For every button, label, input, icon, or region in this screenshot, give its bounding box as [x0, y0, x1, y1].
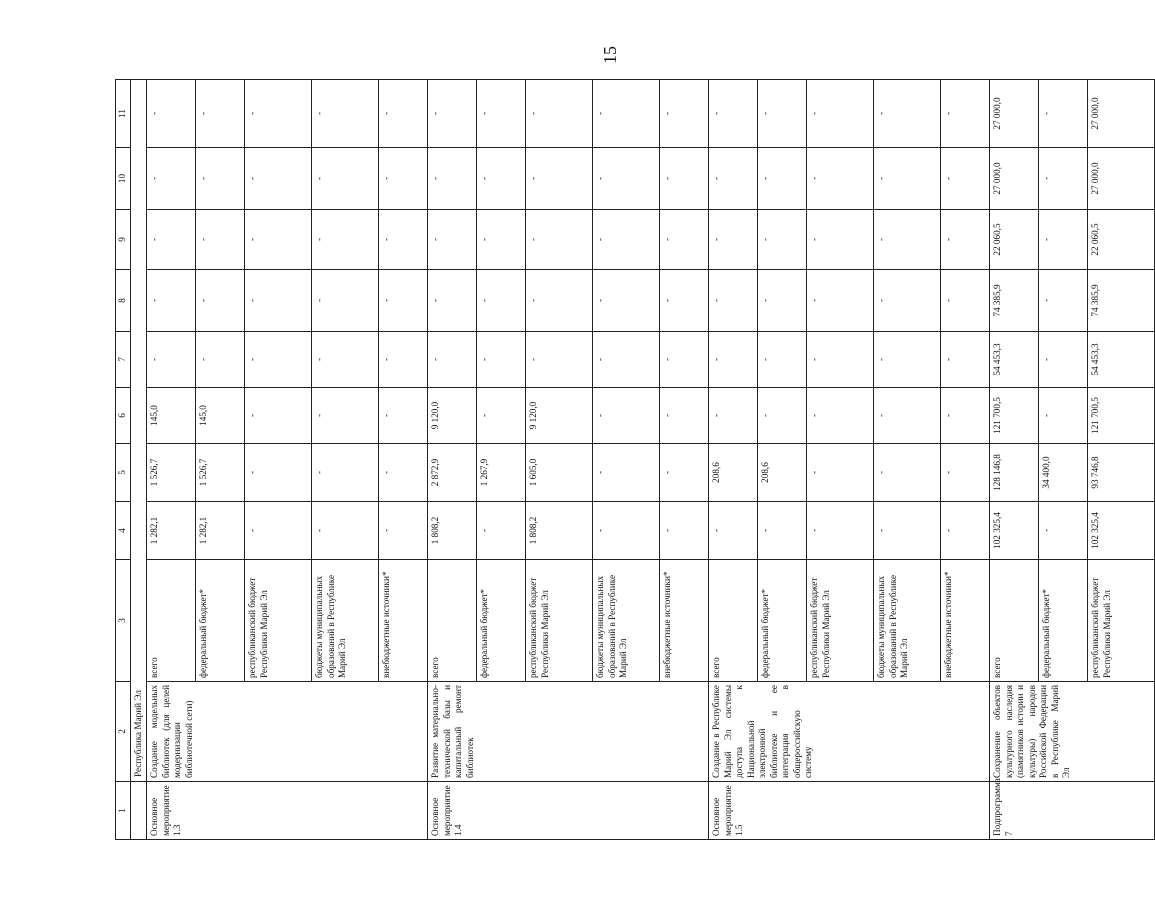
value-cell: - [709, 210, 758, 270]
measure-title: Сохранение объектов культурного наследия (памятников истории и культуры) народов Российской Федерации в Республике Марий Эл [990, 682, 1155, 782]
value-cell: - [593, 270, 660, 332]
funding-source: республиканский бюджет Республики Марий Эл [807, 560, 874, 682]
col-header-9: 9 [116, 210, 131, 270]
funding-source: бюджеты муниципальных образований в Республике Марий Эл [593, 560, 660, 682]
funding-source: всего [990, 560, 1039, 682]
col-header-3: 3 [116, 560, 131, 682]
value-cell: - [526, 332, 593, 388]
value-cell: 9 120,0 [526, 388, 593, 444]
value-cell: - [1039, 332, 1088, 388]
value-cell: - [807, 388, 874, 444]
value-cell: - [477, 210, 526, 270]
value-cell: - [758, 270, 807, 332]
value-cell: - [660, 210, 709, 270]
funding-source: внебюджетные источники* [941, 560, 990, 682]
value-cell: - [245, 210, 312, 270]
value-cell: - [196, 270, 245, 332]
value-cell: - [593, 502, 660, 560]
value-cell: - [147, 270, 196, 332]
value-cell: 1 282,1 [147, 502, 196, 560]
funding-source: внебюджетные источники* [660, 560, 709, 682]
value-cell: - [196, 80, 245, 148]
page-number: 15 [600, 46, 620, 64]
funding-source: республиканский бюджет Республики Марий Эл [245, 560, 312, 682]
value-cell: - [147, 210, 196, 270]
col-header-10: 10 [116, 148, 131, 210]
value-cell: - [660, 80, 709, 148]
value-cell: - [147, 332, 196, 388]
value-cell: 93 746,8 [1088, 444, 1155, 502]
value-cell: - [874, 502, 941, 560]
value-cell: - [312, 444, 379, 502]
col-header-4: 4 [116, 502, 131, 560]
funding-source: федеральный бюджет* [477, 560, 526, 682]
value-cell: - [758, 80, 807, 148]
value-cell: - [874, 210, 941, 270]
value-cell: - [245, 270, 312, 332]
section-heading: Республика Марий Эл [130, 80, 147, 782]
value-cell: 1 808,2 [428, 502, 477, 560]
value-cell: - [312, 502, 379, 560]
value-cell: 54 453,3 [1088, 332, 1155, 388]
measure-title: Создание в Республике Марий Эл системы доступа к Национальной электронной библиотеке и ее интеграция в общероссийскую систему [709, 682, 990, 782]
value-cell: - [526, 210, 593, 270]
value-cell: 1 282,1 [196, 502, 245, 560]
value-cell: 1 267,9 [477, 444, 526, 502]
value-cell: - [1039, 502, 1088, 560]
value-cell: - [196, 332, 245, 388]
value-cell: - [1039, 270, 1088, 332]
value-cell: - [147, 80, 196, 148]
funding-source: федеральный бюджет* [196, 560, 245, 682]
value-cell: 208,6 [709, 444, 758, 502]
measure-title: Развитие материально-технической базы и капитальный ремонт библиотек [428, 682, 709, 782]
value-cell: - [312, 388, 379, 444]
value-cell: - [428, 80, 477, 148]
value-cell: - [758, 388, 807, 444]
value-cell: 102 325,4 [1088, 502, 1155, 560]
funding-source: бюджеты муниципальных образований в Республике Марий Эл [874, 560, 941, 682]
value-cell: - [312, 210, 379, 270]
funding-source: республиканский бюджет Республики Марий Эл [526, 560, 593, 682]
funding-source: федеральный бюджет* [1039, 560, 1088, 682]
value-cell: - [477, 270, 526, 332]
value-cell: 1 605,0 [526, 444, 593, 502]
table-row [428, 80, 477, 840]
col-header-6: 6 [116, 388, 131, 444]
funding-source: всего [709, 560, 758, 682]
value-cell: - [379, 388, 428, 444]
value-cell: - [709, 148, 758, 210]
value-cell: - [874, 444, 941, 502]
funding-source: республиканский бюджет Республики Марий Эл [1088, 560, 1155, 682]
value-cell: 74 385,9 [990, 270, 1039, 332]
value-cell: - [709, 270, 758, 332]
value-cell: - [477, 80, 526, 148]
value-cell: - [428, 210, 477, 270]
value-cell: - [660, 502, 709, 560]
value-cell: 22 060,5 [1088, 210, 1155, 270]
value-cell: - [709, 388, 758, 444]
value-cell: - [807, 444, 874, 502]
value-cell: 128 146,8 [990, 444, 1039, 502]
value-cell: 145,0 [196, 388, 245, 444]
value-cell: - [758, 148, 807, 210]
value-cell: 27 000,0 [1088, 148, 1155, 210]
value-cell: 208,6 [758, 444, 807, 502]
value-cell: - [593, 210, 660, 270]
section-heading-row [130, 80, 147, 840]
value-cell: 74 385,9 [1088, 270, 1155, 332]
col-header-2: 2 [116, 682, 131, 782]
value-cell: - [477, 148, 526, 210]
value-cell: - [245, 444, 312, 502]
value-cell: - [379, 444, 428, 502]
value-cell: - [477, 502, 526, 560]
value-cell: 1 526,7 [147, 444, 196, 502]
value-cell: - [941, 502, 990, 560]
value-cell: 27 000,0 [990, 80, 1039, 148]
rotated-page-content [115, 80, 1112, 840]
col-header-7: 7 [116, 332, 131, 388]
value-cell: - [593, 148, 660, 210]
value-cell: - [196, 148, 245, 210]
value-cell: 102 325,4 [990, 502, 1039, 560]
value-cell: - [758, 210, 807, 270]
value-cell: - [1039, 80, 1088, 148]
value-cell: - [379, 270, 428, 332]
value-cell: - [526, 80, 593, 148]
value-cell: 145,0 [147, 388, 196, 444]
value-cell: - [941, 210, 990, 270]
value-cell: - [379, 80, 428, 148]
value-cell: 54 453,3 [990, 332, 1039, 388]
value-cell: - [709, 332, 758, 388]
col-header-1: 1 [116, 782, 131, 840]
col-header-11: 11 [116, 80, 131, 148]
value-cell: - [1039, 148, 1088, 210]
value-cell: - [941, 270, 990, 332]
value-cell: - [758, 332, 807, 388]
value-cell: - [874, 80, 941, 148]
value-cell: - [593, 388, 660, 444]
value-cell: 1 808,2 [526, 502, 593, 560]
value-cell: - [941, 148, 990, 210]
value-cell: - [1039, 210, 1088, 270]
table-row [709, 80, 758, 840]
value-cell: 27 000,0 [1088, 80, 1155, 148]
measure-title: Создание модельных библиотек (для целей модернизации библиотечной сети) [147, 682, 428, 782]
value-cell: - [660, 444, 709, 502]
value-cell: - [807, 502, 874, 560]
value-cell: - [379, 332, 428, 388]
value-cell: 27 000,0 [990, 148, 1039, 210]
col-header-8: 8 [116, 270, 131, 332]
measure-code: Основное мероприятие 1.5 [709, 782, 990, 840]
value-cell: - [941, 388, 990, 444]
value-cell: - [660, 270, 709, 332]
value-cell: - [312, 270, 379, 332]
value-cell: - [874, 332, 941, 388]
funding-source: бюджеты муниципальных образований в Республике Марий Эл [312, 560, 379, 682]
value-cell: - [807, 332, 874, 388]
funding-source: федеральный бюджет* [758, 560, 807, 682]
financing-table [115, 79, 1155, 840]
value-cell: 1 526,7 [196, 444, 245, 502]
value-cell: 9 120,0 [428, 388, 477, 444]
value-cell: - [477, 332, 526, 388]
value-cell: 34 400,0 [1039, 444, 1088, 502]
value-cell: - [807, 210, 874, 270]
value-cell: - [526, 270, 593, 332]
measure-code: Основное мероприятие 1.3 [147, 782, 428, 840]
value-cell: - [379, 502, 428, 560]
value-cell: - [147, 148, 196, 210]
column-number-row [116, 80, 131, 840]
value-cell: 121 700,5 [1088, 388, 1155, 444]
value-cell: - [312, 332, 379, 388]
value-cell: - [245, 502, 312, 560]
value-cell: - [1039, 388, 1088, 444]
value-cell: - [477, 388, 526, 444]
value-cell: - [593, 80, 660, 148]
value-cell: - [379, 148, 428, 210]
value-cell: - [941, 80, 990, 148]
measure-code: Основное мероприятие 1.4 [428, 782, 709, 840]
col-header-5: 5 [116, 444, 131, 502]
value-cell: - [428, 148, 477, 210]
table-body [130, 80, 1155, 840]
value-cell: - [709, 80, 758, 148]
value-cell: - [874, 388, 941, 444]
table-row [147, 80, 196, 840]
value-cell: - [196, 210, 245, 270]
value-cell: - [379, 210, 428, 270]
value-cell: - [941, 444, 990, 502]
value-cell: - [428, 270, 477, 332]
value-cell: 2 872,9 [428, 444, 477, 502]
table-row [990, 80, 1039, 840]
value-cell: - [660, 148, 709, 210]
value-cell: - [660, 388, 709, 444]
value-cell: - [245, 148, 312, 210]
value-cell: - [874, 148, 941, 210]
value-cell: - [593, 332, 660, 388]
value-cell: 121 700,5 [990, 388, 1039, 444]
value-cell: - [709, 502, 758, 560]
value-cell: 22 060,5 [990, 210, 1039, 270]
value-cell: - [593, 444, 660, 502]
value-cell: - [941, 332, 990, 388]
value-cell: - [245, 80, 312, 148]
value-cell: - [312, 80, 379, 148]
value-cell: - [807, 270, 874, 332]
value-cell: - [526, 148, 593, 210]
value-cell: - [245, 388, 312, 444]
funding-source: всего [147, 560, 196, 682]
value-cell: - [874, 270, 941, 332]
value-cell: - [807, 80, 874, 148]
value-cell: - [245, 332, 312, 388]
value-cell: - [312, 148, 379, 210]
measure-code: Подпрограмма 7 [990, 782, 1155, 840]
funding-source: всего [428, 560, 477, 682]
funding-source: внебюджетные источники* [379, 560, 428, 682]
value-cell: - [428, 332, 477, 388]
value-cell: - [807, 148, 874, 210]
value-cell: - [660, 332, 709, 388]
value-cell: - [758, 502, 807, 560]
